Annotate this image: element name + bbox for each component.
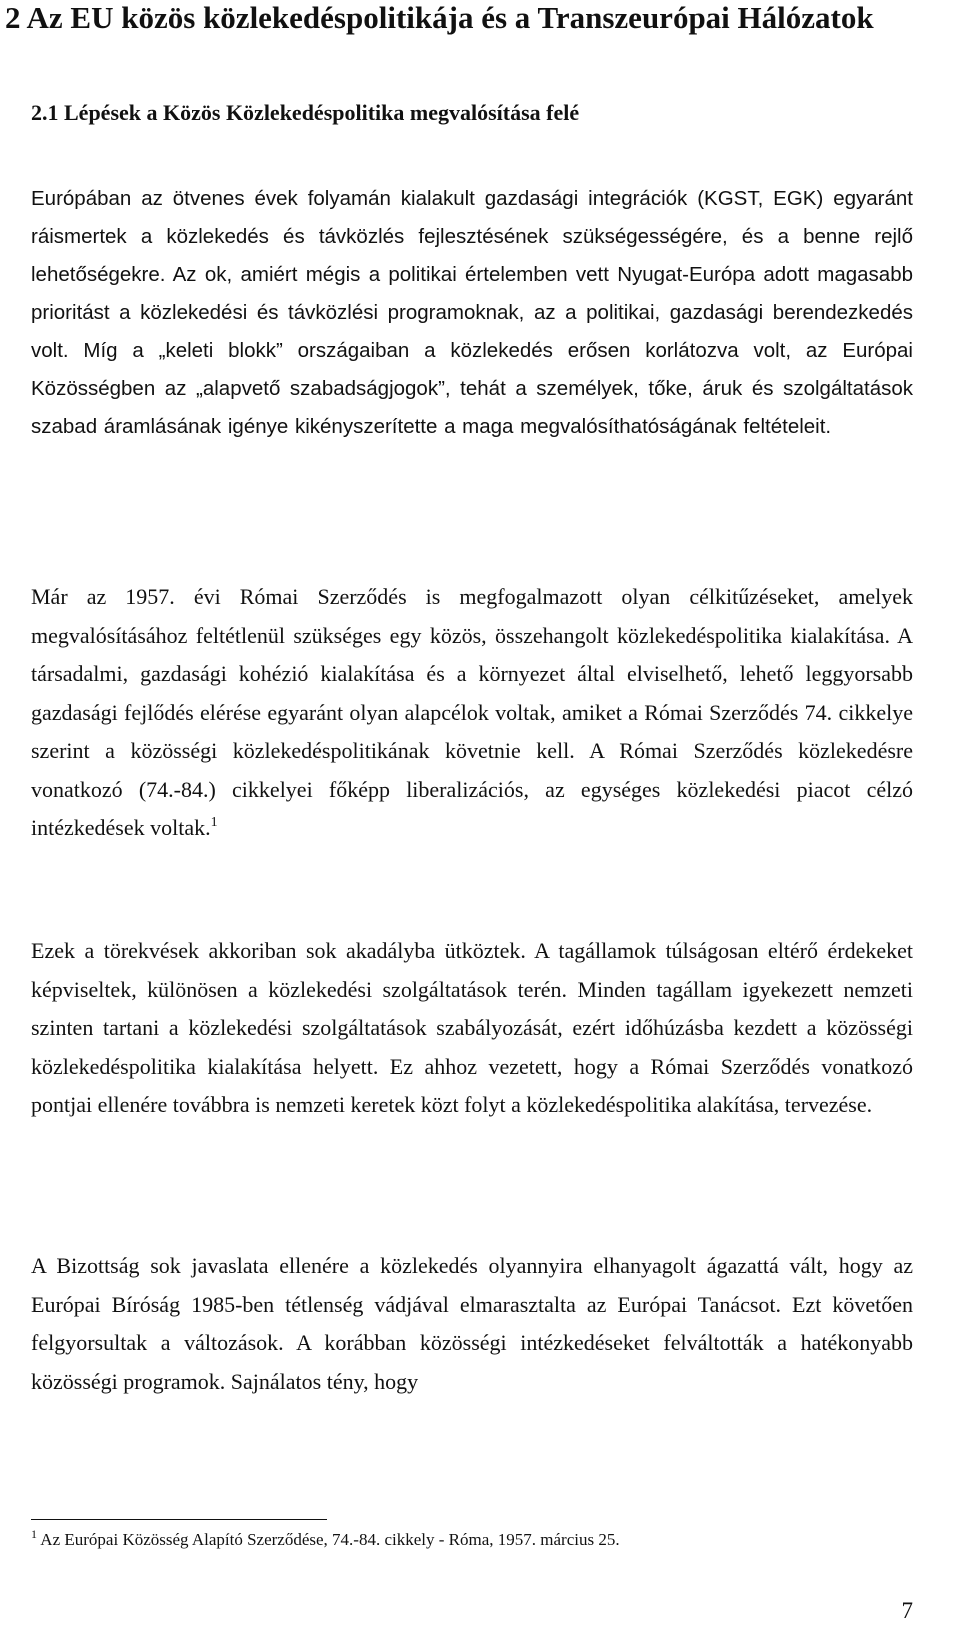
page-number: 7 bbox=[901, 1598, 913, 1623]
paragraph-2-text: Már az 1957. évi Római Szerződés is megfogalmazott olyan célkitűzéseket, amelyek megvalósításához feltétlenül szükséges egy közös, összehangolt közlekedéspolitika kialakítása. A társadalmi, gazdasági kohézió kialakítása és a környezet által elviselhető, lehető leggyorsabb gazdasági fejlődés elérése egyaránt olyan alapcélok voltak, amiket a Római Szerződés 74. cikkelye szerint a közösségi közlekedéspolitikának követnie kell. A Római Szerződés közlekedésre vonatkozó (74.-84.) cikkelyei főképp liberalizációs, az egységes közlekedési piacot célzó intézkedések voltak. bbox=[31, 584, 913, 840]
footnote-divider bbox=[31, 1519, 327, 1520]
paragraph-4: A Bizottság sok javaslata ellenére a közlekedés olyannyira elhanyagolt ágazattá vált, hogy az Európai Bíróság 1985-ben tétlenség vádjával elmarasztalta az Európai Tanácsot. Ezt követően felgyorsultak a változások. A korábban közösségi intézkedéseket felváltották a hatékonyabb közösségi programok. Sajnálatos tény, hogy bbox=[31, 1253, 913, 1394]
paragraph-3: Ezek a törekvések akkoriban sok akadályba ütköztek. A tagállamok túlságosan eltérő érdekeket képviseltek, különösen a közlekedési szolgáltatások terén. Minden tagállam igyekezett nemzeti szinten tartani a közlekedési szolgáltatások szabályozását, ezért időhúzásba kezdett a közösségi közlekedéspolitika kialakítása helyett. Ez ahhoz vezetett, hogy a Római Szerződés vonatkozó pontjai ellenére továbbra is nemzeti keretek közt folyt a közlekedéspolitika alakítása, tervezése. bbox=[31, 938, 913, 1117]
section-heading: 2.1 Lépések a Közös Közlekedéspolitika megvalósítása felé bbox=[31, 100, 580, 125]
footnote-number: 1 bbox=[31, 1527, 37, 1541]
footnote bbox=[31, 1528, 911, 1552]
chapter-heading: 2 Az EU közös közlekedéspolitikája és a Transzeurópai Hálózatok bbox=[5, 0, 874, 35]
footnote-text: Az Európai Közösség Alapító Szerződése, 74.-84. cikkely - Róma, 1957. március 25. bbox=[37, 1530, 620, 1549]
paragraph-2 bbox=[31, 578, 913, 848]
paragraph-1: Európában az ötvenes évek folyamán kialakult gazdasági integrációk (KGST, EGK) egyaránt ráismertek a közlekedés és távközlés fejlesztésének szükségességére, és a benne rejlő lehetőségekre. Az ok, amiért mégis a politikai értelemben vett Nyugat-Európa adott magasabb prioritást a közlekedési és távközlési programoknak, az a politikai, gazdasági berendezkedés volt. Míg a „keleti blokk” országaiban a közlekedés erősen korlátozva volt, az Európai Közösségben az „alapvető szabadságjogok”, tehát a személyek, tőke, áruk és szolgáltatások szabad áramlásának igénye kikényszerítette a maga megvalósíthatóságának feltételeit. bbox=[31, 187, 913, 438]
footnote-reference: 1 bbox=[210, 815, 218, 830]
